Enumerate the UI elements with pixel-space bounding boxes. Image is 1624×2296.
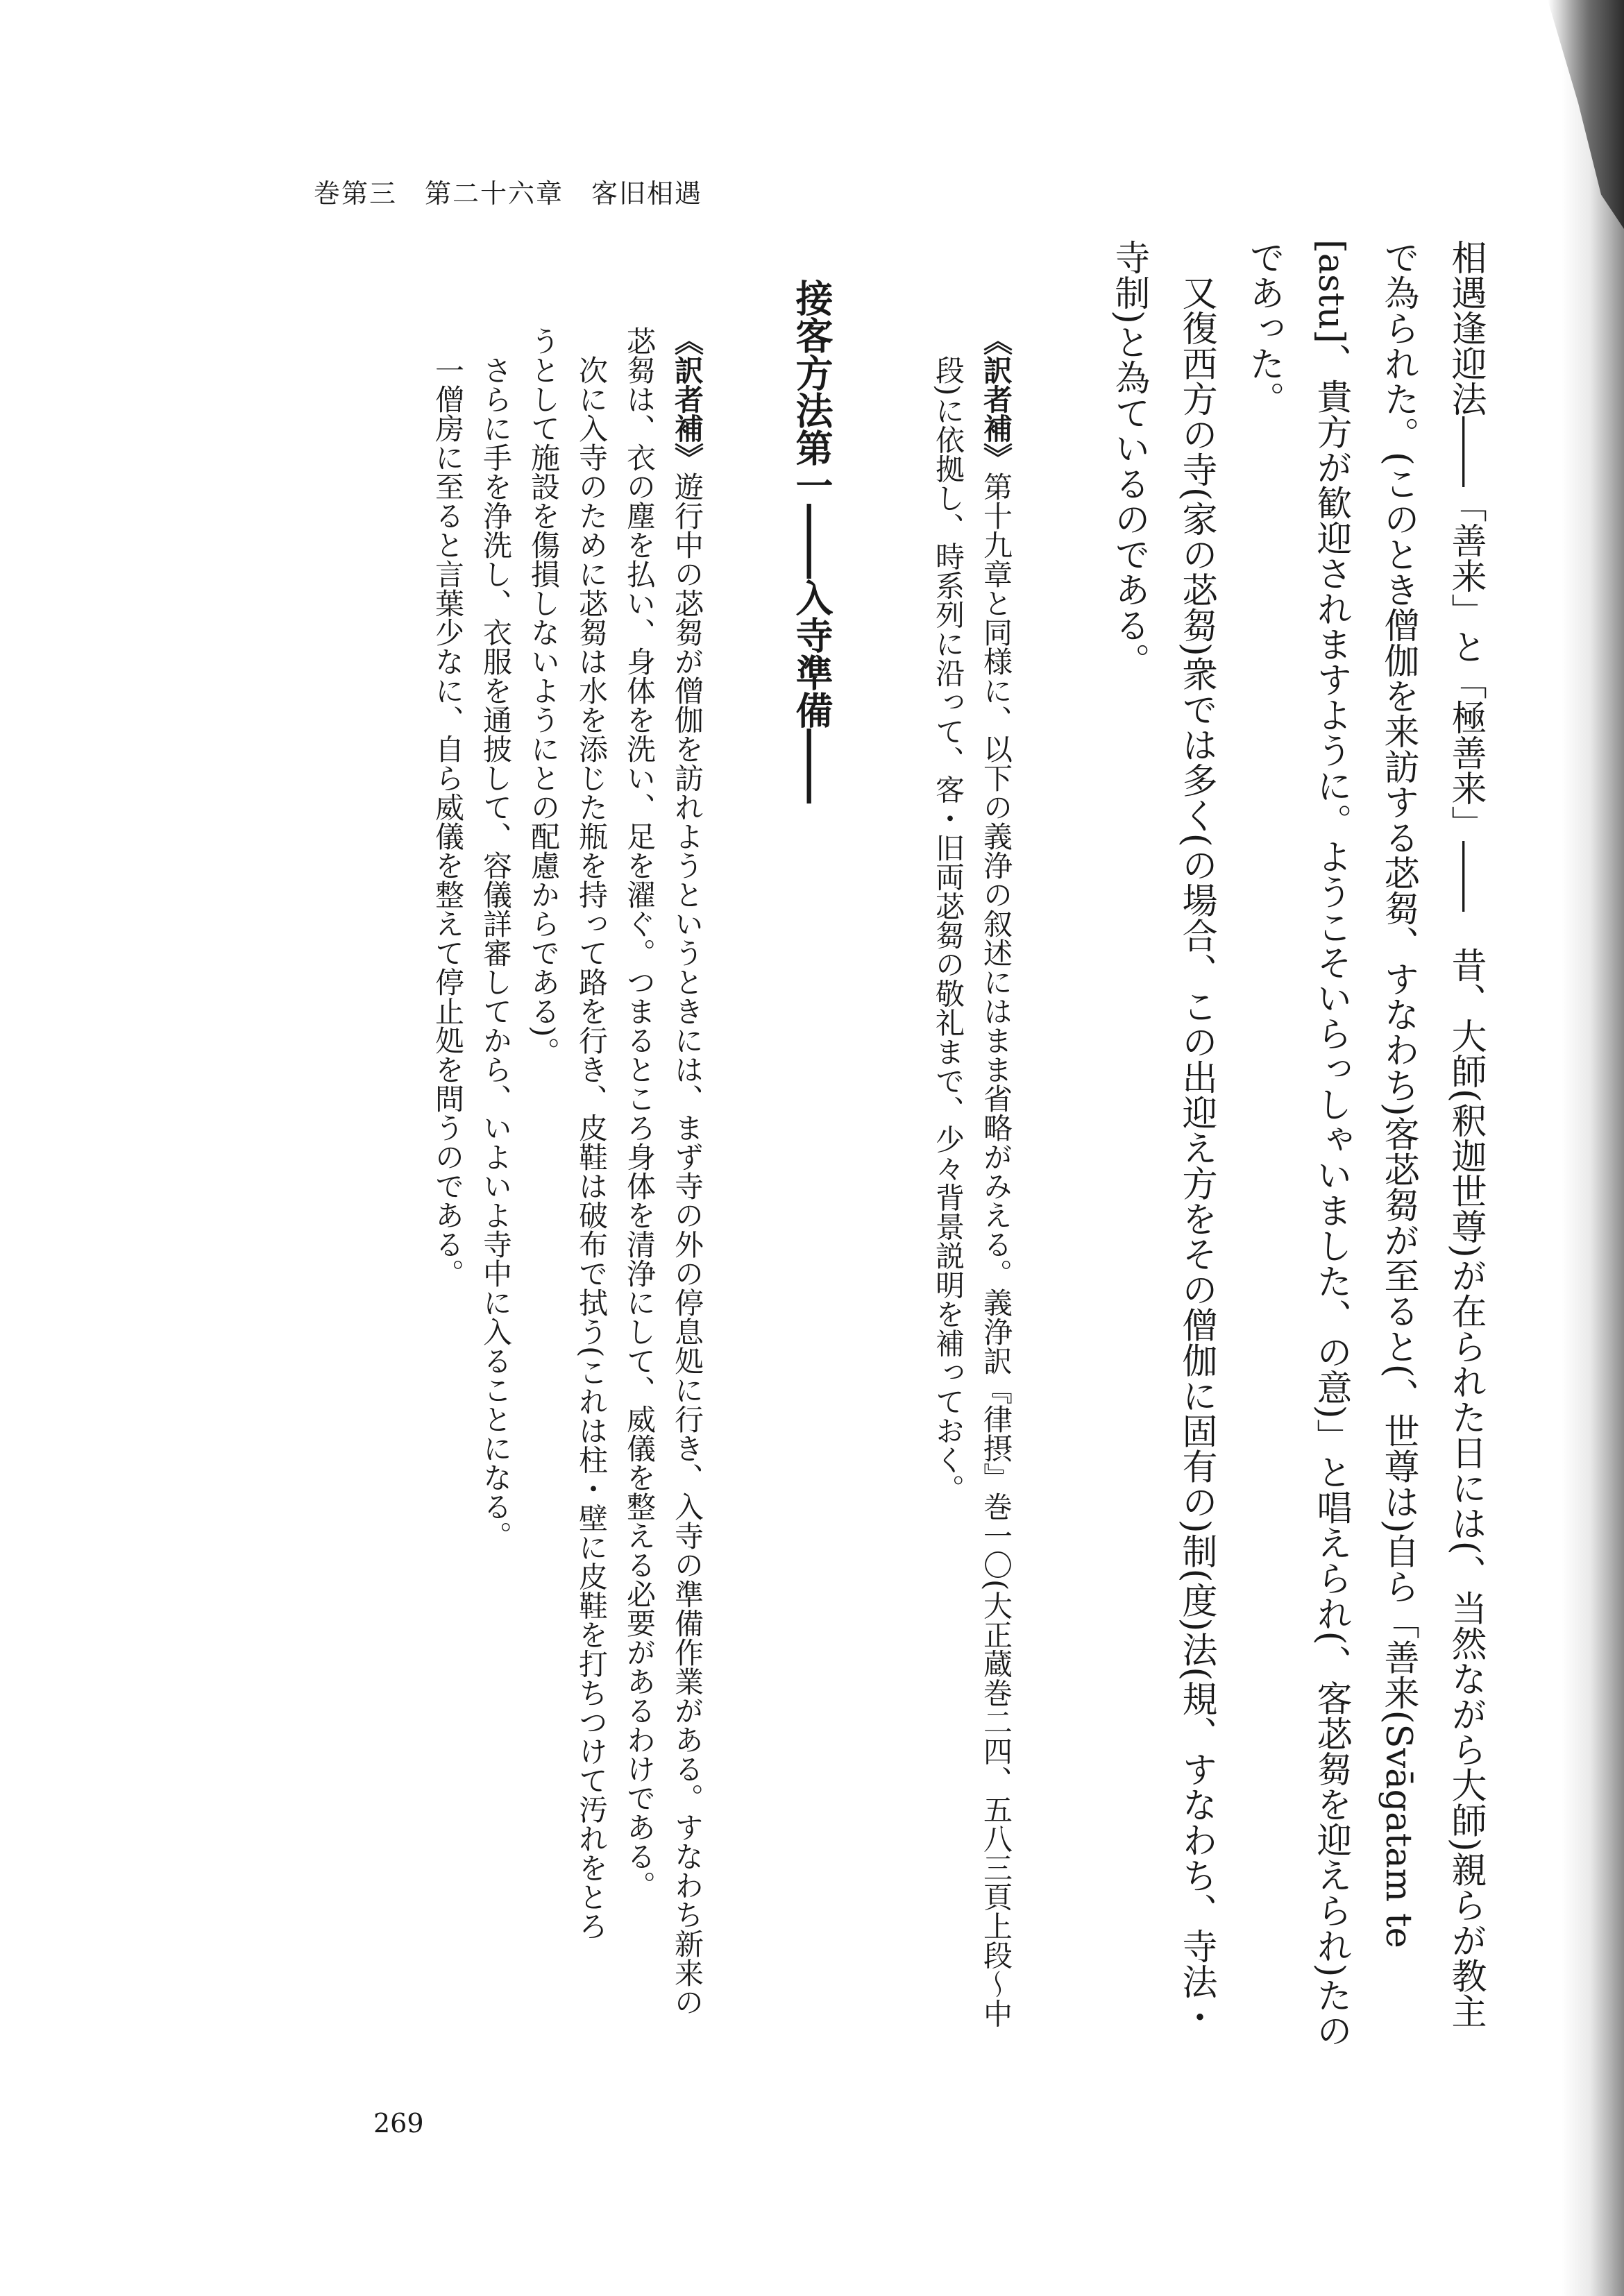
note-label: 《訳者補》 [670, 326, 704, 472]
note-line: さらに手を浄洗し、衣服を通披して、容儀詳審してから、いよいよ寺中に入ることになる。 [479, 355, 513, 1550]
note-line: 段)に依拠し、時系列に沿って、客・旧両苾芻の敬礼まで、少々背景説明を補っておく。 [931, 355, 965, 1504]
main-text-line: であった。 [1243, 239, 1284, 416]
main-text-line: [astu]、貴方が歓迎されますように。ようこそいらっしゃいました、の意)」と唱えられ(、客苾芻を迎えられ)たの [1310, 239, 1351, 2048]
note-label: 《訳者補》 [979, 326, 1013, 472]
main-text-line: 又復西方の寺(家の苾芻)衆では多く(の場合、この出迎え方をその僧伽に固有の)制(度)法(規、すなわち、寺法・ [1176, 275, 1217, 2035]
section-heading: 接客方法第一――入寺準備―― [790, 279, 834, 803]
translator-note-2 [424, 326, 711, 2016]
page-edge-shadow [1562, 0, 1624, 2296]
note-line: 次に入寺のために苾芻は水を添じた瓶を持って路を行き、皮鞋は破布で拭う(これは柱・壁に皮鞋を打ちつけて汚れをとろ [575, 355, 609, 1941]
running-header: 巻第三 第二十六章 客旧相遇 [314, 178, 703, 209]
page-number: 269 [373, 2108, 424, 2138]
main-text-line: で為られた。(このとき僧伽を来訪する苾芻、すなわち)客苾芻が至ると(、世尊は)自ら「善来(Svāgatam te [1378, 239, 1419, 1948]
main-text-line: 相遇逢迎法――「善来」と「極善来」―― 昔、大師(釈迦世尊)が在られた日には(、当然ながら大師)親らが教主 [1445, 239, 1486, 2029]
note-line: 苾芻は、衣の塵を払い、身体を洗い、足を濯ぐ。つまるところ身体を清浄にして、威儀を整える必要があるわけである。 [623, 326, 657, 1900]
note-line: うとして施設を傷損しないようにとの配慮からである)。 [527, 326, 561, 1066]
main-text-line: 寺制)と為ているのである。 [1108, 239, 1149, 678]
main-text-block [1095, 239, 1499, 2048]
note-line: 一僧房に至ると言葉少なに、自ら威儀を整えて停止処を問うのである。 [431, 355, 465, 1288]
translator-note-1 [924, 326, 1020, 2027]
note-text: 第十九章と同様に、以下の義浄の叙述にはまま省略がみえる。義浄訳『律摂』巻一〇(大正蔵巻二四、五八三頁上段～中 [979, 472, 1013, 2028]
note-line [663, 326, 711, 2016]
note-text: 遊行中の苾芻が僧伽を訪れようというときには、まず寺の外の停息処に行き、入寺の準備作業がある。すなわち新来の [670, 472, 704, 2016]
note-line [972, 326, 1020, 2027]
